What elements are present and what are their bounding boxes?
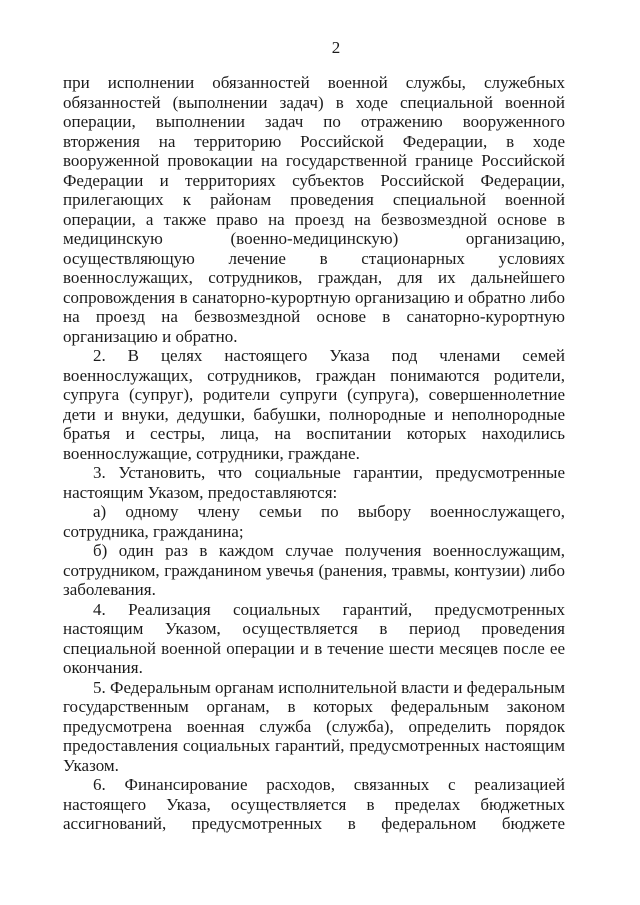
paragraph-item-3: 3. Установить, что социальные гарантии, предусмотренные настоящим Указом, предоставляются: <box>63 463 565 502</box>
paragraph-item-6: 6. Финансирование расходов, связанных с реализацией настоящего Указа, осуществляется в пределах бюджетных ассигнований, предусмотренных в федеральном бюджете <box>63 775 565 833</box>
paragraph-item-2: 2. В целях настоящего Указа под членами семей военнослужащих, сотрудников, граждан понимаются родители, супруга (супруг), родители супруги (супруга), совершеннолетние дети и внуки, дедушки, бабушки, полнородные и неполнородные братья и сестры, лица, на воспитании которых находились военнослужащие, сотрудники, граждане. <box>63 346 565 463</box>
page-number: 2 <box>331 38 341 57</box>
paragraph-item-3a: а) одному члену семьи по выбору военнослужащего, сотрудника, гражданина; <box>63 502 565 541</box>
paragraph-item-4: 4. Реализация социальных гарантий, предусмотренных настоящим Указом, осуществляется в период проведения специальной военной операции и в течение шести месяцев после ее окончания. <box>63 599 565 677</box>
paragraph-item-5: 5. Федеральным органам исполнительной власти и федеральным государственным органам, в которых федеральным законом предусмотрена военная служба (служба), определить порядок предоставления социальных гарантий, предусмотренных настоящим Указом. <box>63 677 565 775</box>
paragraph-item-3b: б) один раз в каждом случае получения военнослужащим, сотрудником, гражданином увечья (ранения, травмы, контузии) либо заболевания. <box>63 541 565 599</box>
document-body <box>63 73 565 834</box>
paragraph-continuation: при исполнении обязанностей военной службы, служебных обязанностей (выполнении задач) в ходе специальной военной операции, выполнении задач по отражению вооруженного вторжения на территорию Российской Федерации, в ходе вооруженной провокации на государственной границе Российской Федерации и территориях субъектов Российской Федерации, прилегающих к районам проведения специальной военной операции, а также право на проезд на безвозмездной основе в медицинскую (военно-медицинскую) организацию, осуществляющую лечение в стационарных условиях военнослужащих, сотрудников, граждан, для их дальнейшего сопровождения в санаторно-курортную организацию и обратно либо на проезд на безвозмездной основе в санаторно-курортную организацию и обратно. <box>63 73 565 346</box>
